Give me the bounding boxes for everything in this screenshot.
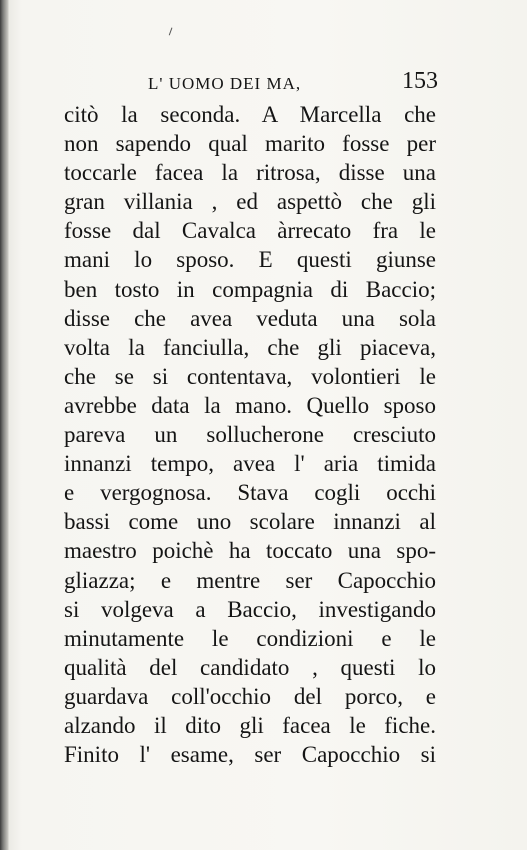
text-line: volta la fanciulla, che gli piaceva, — [64, 334, 436, 360]
text-line: Finito l' esame, ser Capocchio si — [64, 742, 436, 768]
text-line: non sapendo qual marito fosse per — [64, 131, 436, 157]
text-line: e vergognosa. Stava cogli occhi — [64, 480, 436, 506]
text-line: mani lo sposo. E questi giunse — [64, 247, 436, 273]
text-line: gran villania , ed aspettò che gli — [64, 189, 436, 215]
ink-mark — [169, 28, 175, 37]
text-line: toccarle facea la ritrosa, disse una — [64, 160, 436, 186]
body-text — [64, 100, 436, 769]
text-line: fosse dal Cavalca àrrecato fra le — [64, 218, 436, 244]
text-line: citò la seconda. A Marcella che — [64, 102, 436, 127]
text-line: maestro poichè ha toccato una spo- — [64, 538, 436, 564]
text-line: pareva un sollucherone cresciuto — [64, 422, 436, 448]
text-line: si volgeva a Baccio, investigando — [64, 596, 436, 622]
page-header — [148, 68, 438, 98]
text-line: disse che avea veduta una sola — [64, 305, 436, 331]
text-line: gliazza; e mentre ser Capocchio — [64, 567, 436, 593]
text-line: guardava coll'occhio del porco, e — [64, 683, 436, 709]
text-line: avrebbe data la mano. Quello sposo — [64, 392, 436, 418]
page-number: 153 — [402, 68, 438, 94]
text-line: minutamente le condizioni e le — [64, 625, 436, 651]
text-line: bassi come uno scolare innanzi al — [64, 509, 436, 535]
running-head: L' UOMO DEI MA, — [148, 74, 302, 93]
text-line: che se si contentava, volontieri le — [64, 363, 436, 389]
text-line: alzando il dito gli facea le fiche. — [64, 712, 436, 738]
text-line: qualità del candidato , questi lo — [64, 654, 436, 680]
text-line: innanzi tempo, avea l' aria timida — [64, 451, 436, 477]
page-spine-edge — [0, 0, 9, 850]
text-line: ben tosto in compagnia di Baccio; — [64, 276, 436, 302]
